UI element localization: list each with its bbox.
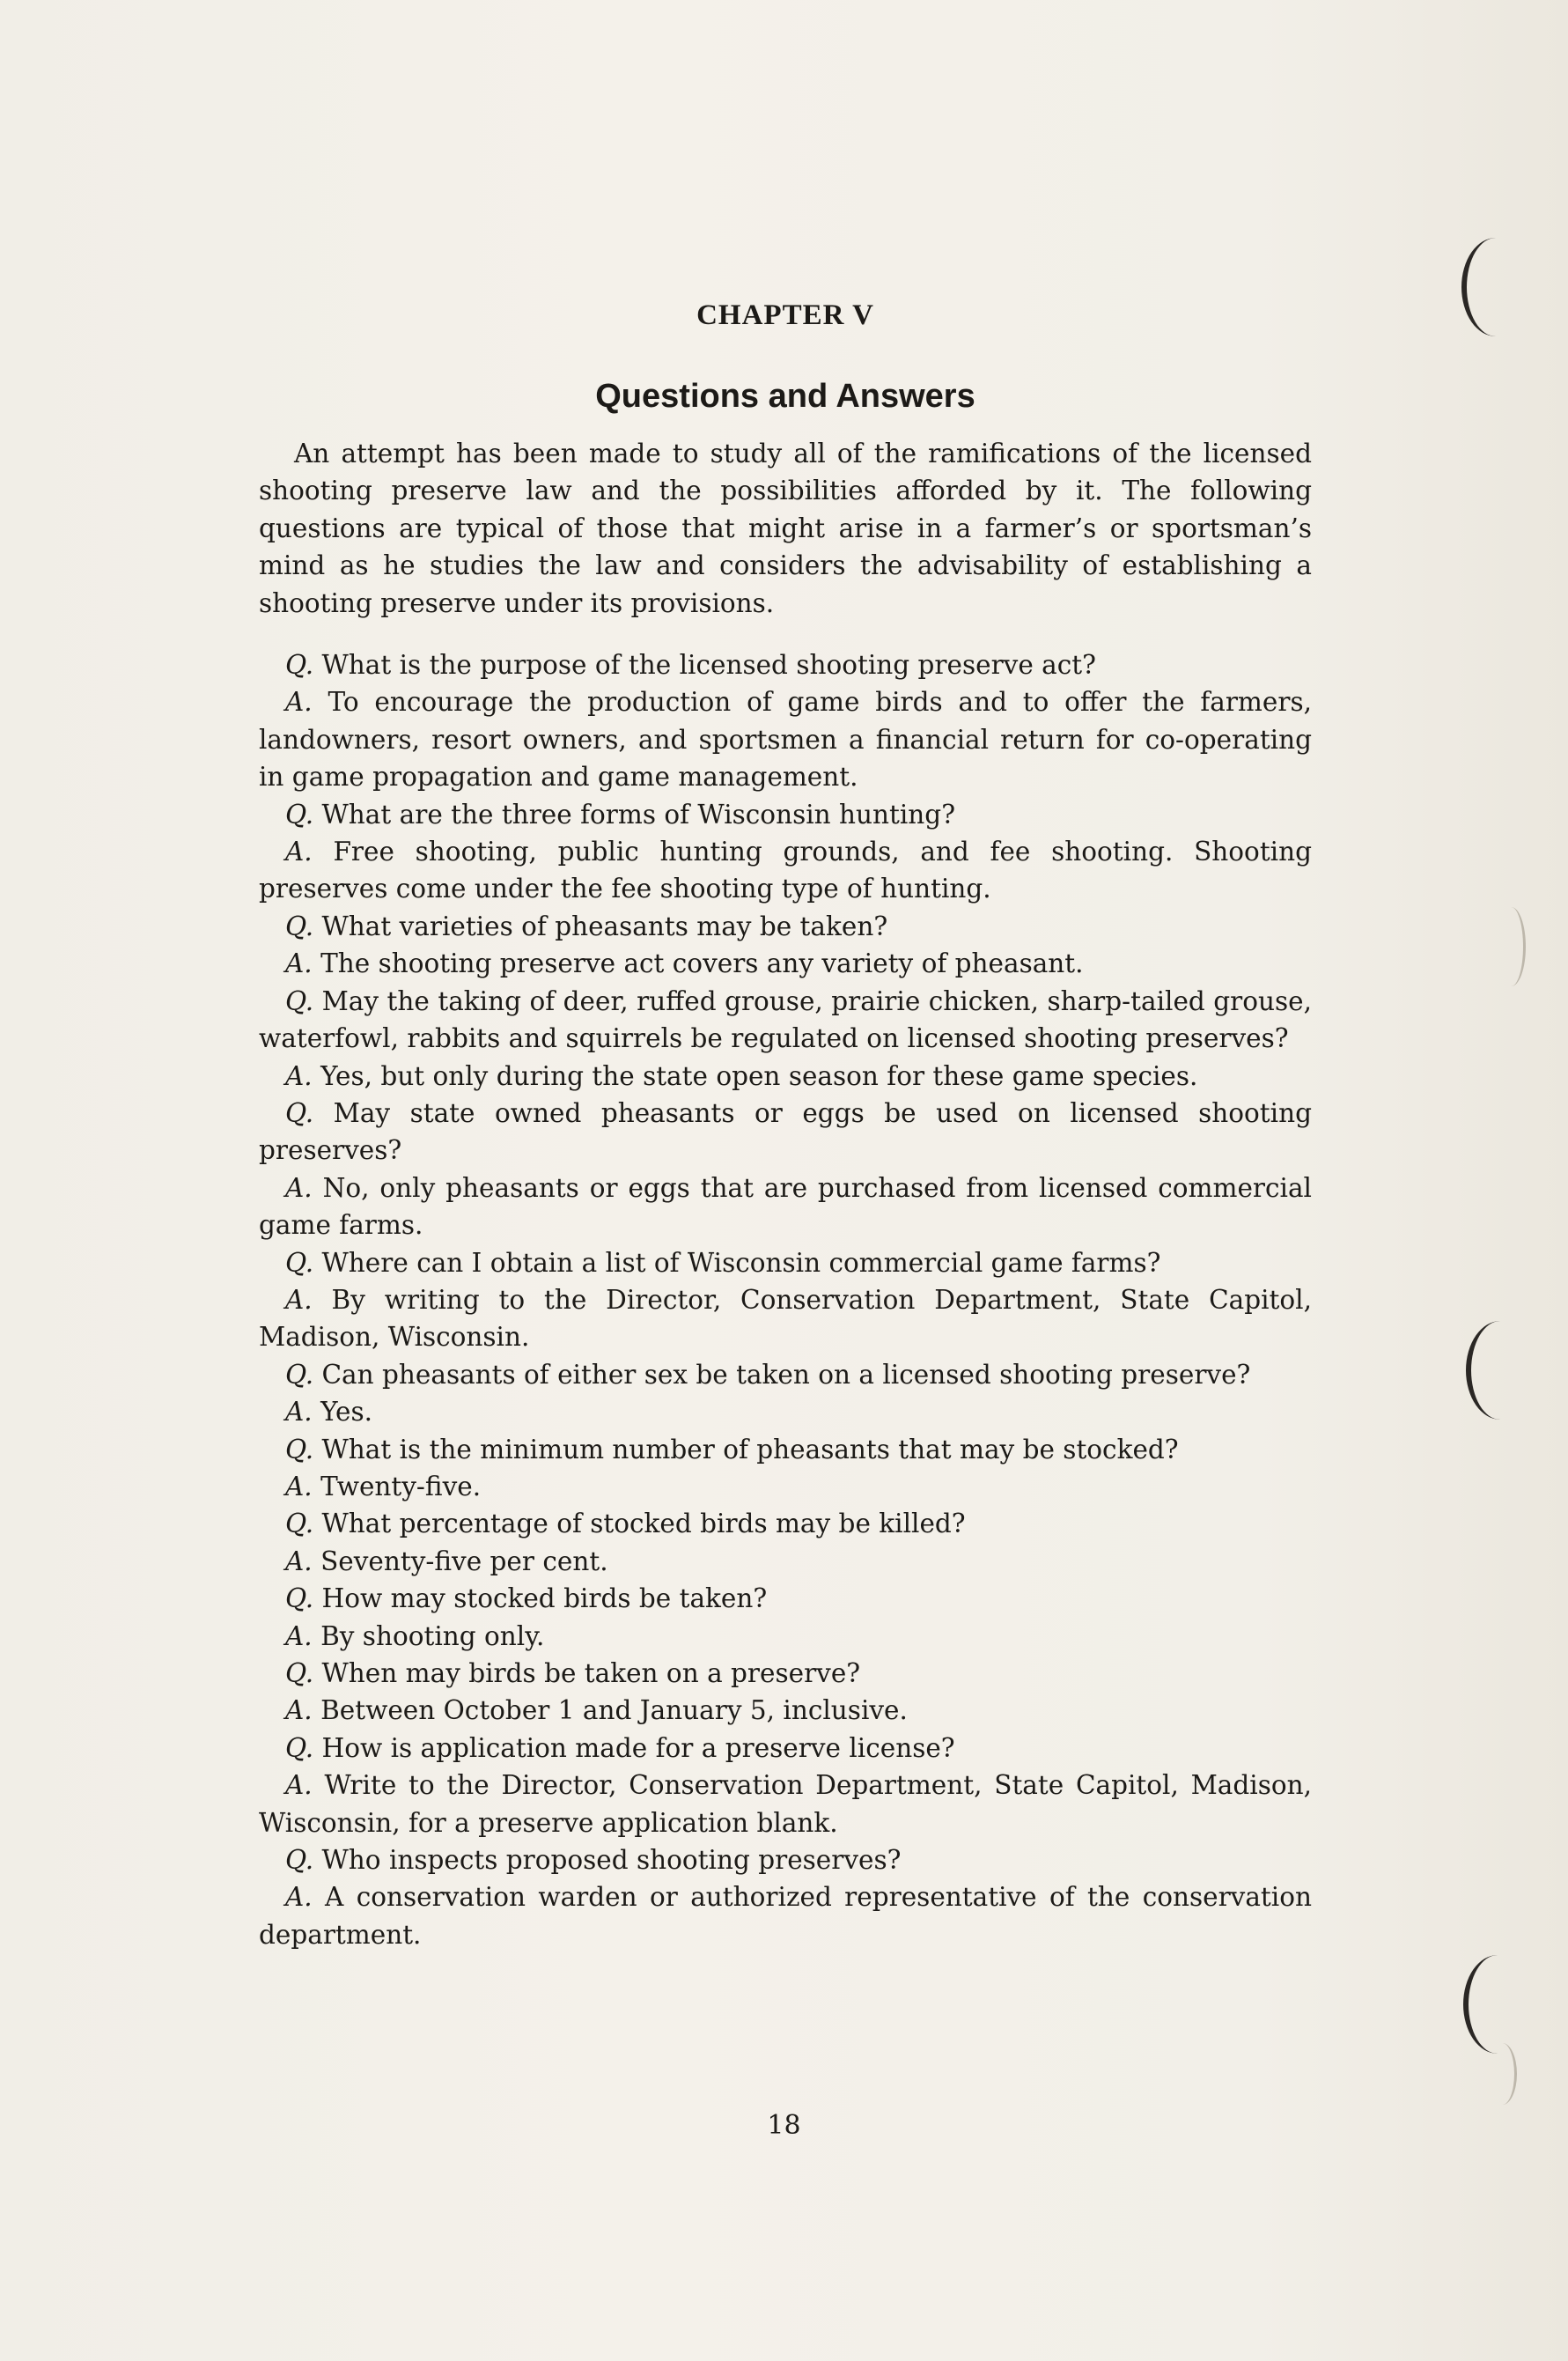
question — [259, 1580, 1312, 1617]
answer-text: Write to the Director, Conservation Department, State Capitol, Madison, Wisconsin, for a preserve application blank. — [259, 1770, 1312, 1838]
question-text: What are the three forms of Wisconsin hunting? — [321, 799, 956, 830]
answer — [259, 1692, 1312, 1729]
answer-text: Yes. — [320, 1397, 372, 1428]
question-marker: Q. — [285, 1732, 314, 1763]
question — [259, 1356, 1312, 1393]
answer — [259, 1618, 1312, 1655]
binder-hole-bottom — [1463, 1955, 1532, 2054]
question-text: What varieties of pheasants may be taken? — [321, 911, 888, 941]
question — [259, 1841, 1312, 1878]
question-marker: Q. — [285, 650, 314, 681]
answer-marker: A. — [285, 1284, 313, 1315]
answer — [259, 1169, 1312, 1244]
answer-text: Free shooting, public hunting grounds, and fee shooting. Shooting preserves come under the fee shooting type of hunting. — [259, 837, 1312, 904]
answer — [259, 1393, 1312, 1430]
answer-marker: A. — [285, 1546, 313, 1576]
answer-text: Yes, but only during the state open season for these game species. — [320, 1060, 1198, 1091]
answer-marker: A. — [285, 948, 313, 979]
answer — [259, 1543, 1312, 1580]
answer — [259, 833, 1312, 908]
page-title: Questions and Answers — [595, 378, 975, 415]
answer — [259, 945, 1312, 982]
chapter-heading: CHAPTER V — [696, 299, 874, 331]
question-text: How is application made for a preserve license? — [321, 1732, 955, 1763]
answer-marker: A. — [285, 1695, 313, 1726]
question-marker: Q. — [285, 799, 314, 830]
answer — [259, 683, 1312, 795]
page-number: 18 — [767, 2110, 801, 2141]
question-text: What is the purpose of the licensed shooting preserve act? — [321, 650, 1096, 681]
question-text: When may birds be taken on a preserve? — [321, 1658, 861, 1688]
page-content — [259, 299, 1312, 1953]
answer-marker: A. — [285, 837, 313, 867]
answer-text: The shooting preserve act covers any variety of pheasant. — [320, 948, 1084, 979]
question-text: How may stocked birds be taken? — [321, 1583, 768, 1614]
question-text: Can pheasants of either sex be taken on a licensed shooting preserve? — [321, 1359, 1251, 1390]
answer — [259, 1878, 1312, 1953]
question-marker: Q. — [285, 1658, 314, 1688]
answer-text: A conservation warden or authorized representative of the conservation department. — [259, 1882, 1312, 1950]
question — [259, 1655, 1312, 1692]
answer-marker: A. — [285, 1620, 313, 1651]
question — [259, 796, 1312, 833]
answer-text: Twenty-five. — [320, 1471, 482, 1501]
answer-text: No, only pheasants or eggs that are purchased from licensed commercial game farms. — [259, 1172, 1312, 1241]
answer-marker: A. — [285, 1471, 313, 1501]
intro-paragraph: An attempt has been made to study all of the ramifications of the licensed shooting preserve law and the possibilities afforded by it. The following questions are typical of those that might arise in a farmer’s or sportsman’s mind as he studies the law and considers the advisability of establishing a shooting preserve under its provisions. — [259, 439, 1312, 618]
question — [259, 1095, 1312, 1169]
answer-text: To encourage the production of game birds and to offer the farmers, landowners, resort owners, and sportsmen a financial return for co-operating in game propagation and game management. — [259, 687, 1312, 793]
answer-marker: A. — [285, 1397, 313, 1428]
answer-marker: A. — [285, 1770, 313, 1801]
question-text: May the taking of deer, ruffed grouse, prairie chicken, sharp-tailed grouse, waterfowl, rabbits and squirrels be regulated on licensed shooting preserves? — [259, 985, 1312, 1054]
answer — [259, 1281, 1312, 1356]
question — [259, 1431, 1312, 1468]
qa-list — [259, 646, 1312, 1953]
question — [259, 908, 1312, 945]
answer-text: By writing to the Director, Conservation Department, State Capitol, Madison, Wisconsin. — [259, 1284, 1312, 1353]
question-marker: Q. — [285, 1434, 314, 1465]
question-text: Where can I obtain a list of Wisconsin commercial game farms? — [321, 1247, 1161, 1278]
answer-marker: A. — [285, 1172, 313, 1203]
answer — [259, 1468, 1312, 1505]
answer-marker: A. — [285, 687, 313, 718]
question — [259, 1505, 1312, 1542]
answer — [259, 1058, 1312, 1095]
binder-hole-middle — [1466, 1321, 1535, 1420]
question-text: What is the minimum number of pheasants that may be stocked? — [321, 1434, 1179, 1465]
question-marker: Q. — [285, 911, 314, 941]
question-marker: Q. — [285, 1247, 314, 1278]
question-marker: Q. — [285, 1845, 314, 1876]
question-marker: Q. — [285, 1359, 314, 1390]
answer-text: Between October 1 and January 5, inclusive. — [320, 1695, 908, 1726]
answer-marker: A. — [285, 1060, 313, 1091]
question — [259, 983, 1312, 1058]
question — [259, 1244, 1312, 1281]
answer — [259, 1767, 1312, 1841]
answer-text: By shooting only. — [320, 1620, 545, 1651]
question-marker: Q. — [285, 1583, 314, 1614]
question-marker: Q. — [285, 985, 314, 1016]
question — [259, 646, 1312, 683]
question-text: What percentage of stocked birds may be killed? — [321, 1509, 966, 1539]
question-text: Who inspects proposed shooting preserves? — [321, 1845, 902, 1876]
answer-text: Seventy-five per cent. — [320, 1546, 608, 1576]
question-marker: Q. — [285, 1097, 314, 1128]
page-edge-mark — [1497, 907, 1526, 986]
question — [259, 1730, 1312, 1767]
answer-marker: A. — [285, 1882, 313, 1913]
question-marker: Q. — [285, 1509, 314, 1539]
binder-hole-top — [1461, 238, 1530, 336]
page-edge-mark — [1488, 2043, 1517, 2105]
question-text: May state owned pheasants or eggs be used on licensed shooting preserves? — [259, 1097, 1312, 1166]
